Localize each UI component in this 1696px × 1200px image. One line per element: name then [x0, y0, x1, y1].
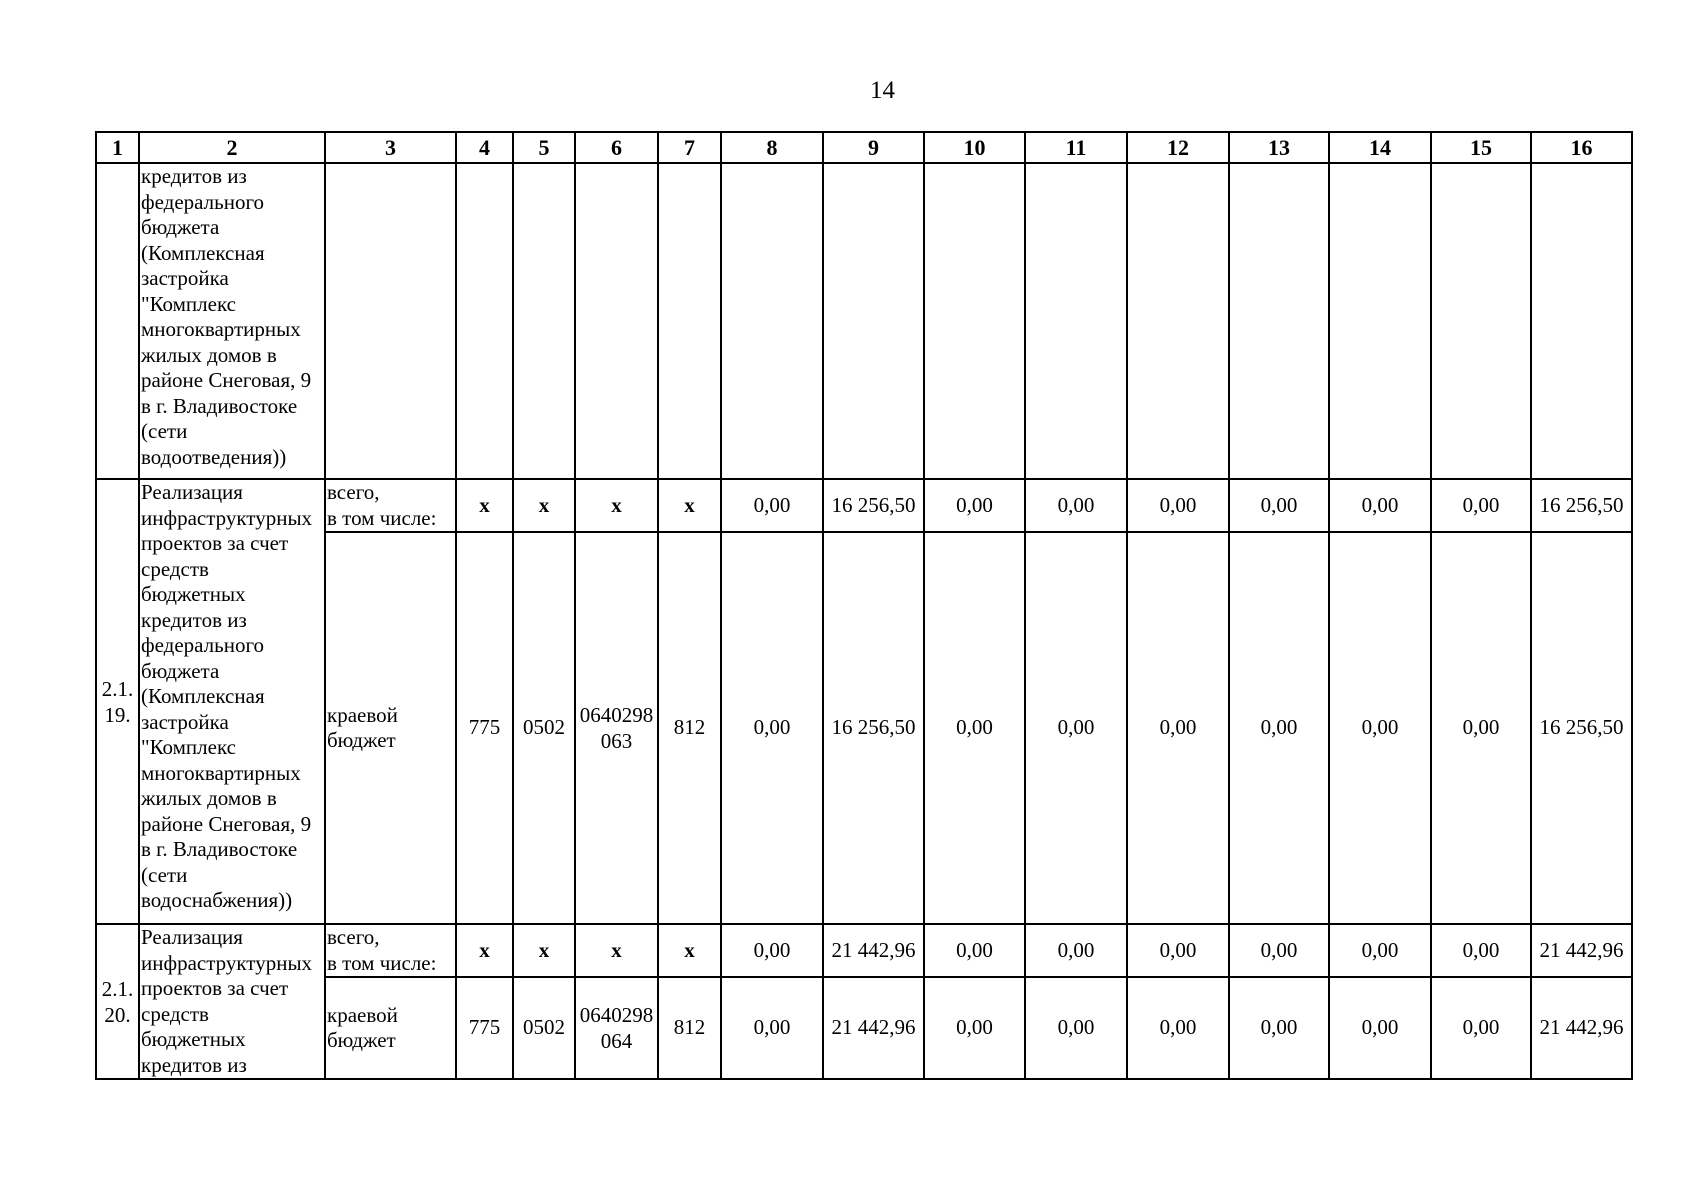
value-cell: 21 442,96: [1531, 977, 1632, 1079]
value-cell: 0,00: [1127, 924, 1229, 977]
column-header: 15: [1431, 132, 1531, 163]
budget-table: [95, 131, 1633, 1080]
value-cell: 16 256,50: [823, 479, 924, 532]
value-cell: 0,00: [1025, 479, 1127, 532]
value-cell: 0,00: [1025, 977, 1127, 1079]
value-cell: 0,00: [924, 532, 1025, 924]
code-cell: x: [456, 479, 513, 532]
column-header: 10: [924, 132, 1025, 163]
column-header: 1: [96, 132, 139, 163]
empty-cell: [1431, 163, 1531, 479]
table-row-total: [96, 924, 1632, 977]
measure-name-cell: Реализация инфраструктурных проектов за счет средств бюджетных кредитов из федерального бюджета (Комплексная застройка "Комплекс многоквартирных жилых домов в районе Снеговая, 9 в г. Владивостоке (сети водоснабжения)): [139, 479, 325, 924]
value-cell: 0,00: [721, 532, 823, 924]
empty-cell: [575, 163, 658, 479]
column-header: 6: [575, 132, 658, 163]
funding-source-cell: всего, в том числе:: [325, 479, 456, 532]
table-row-continuation: [96, 163, 1632, 479]
table-row-regional-budget: [96, 977, 1632, 1079]
column-header: 14: [1329, 132, 1431, 163]
empty-cell: [658, 163, 721, 479]
code-cell: 812: [658, 532, 721, 924]
funding-source-cell: краевой бюджет: [325, 977, 456, 1079]
table-row-regional-budget: [96, 532, 1632, 924]
code-cell: x: [658, 479, 721, 532]
value-cell: 0,00: [1127, 977, 1229, 1079]
code-cell: 0502: [513, 977, 575, 1079]
column-header: 2: [139, 132, 325, 163]
value-cell: 16 256,50: [823, 532, 924, 924]
code-cell: 775: [456, 532, 513, 924]
table-header-row: [96, 132, 1632, 163]
item-index-cell: 2.1. 20.: [96, 924, 139, 1079]
column-header: 16: [1531, 132, 1632, 163]
code-cell: x: [456, 924, 513, 977]
value-cell: 16 256,50: [1531, 532, 1632, 924]
column-header: 12: [1127, 132, 1229, 163]
empty-cell: [1229, 163, 1329, 479]
value-cell: 0,00: [1431, 532, 1531, 924]
value-cell: 0,00: [1329, 479, 1431, 532]
column-header: 13: [1229, 132, 1329, 163]
column-header: 8: [721, 132, 823, 163]
value-cell: 16 256,50: [1531, 479, 1632, 532]
page-number: 14: [870, 77, 895, 104]
column-header: 4: [456, 132, 513, 163]
value-cell: 0,00: [721, 977, 823, 1079]
column-header: 11: [1025, 132, 1127, 163]
code-cell: x: [513, 924, 575, 977]
column-header: 9: [823, 132, 924, 163]
code-cell: 0502: [513, 532, 575, 924]
measure-name-cell: кредитов из федерального бюджета (Комплексная застройка "Комплекс многоквартирных жилых домов в районе Снеговая, 9 в г. Владивостоке (сети водоотведения)): [139, 163, 325, 479]
value-cell: 0,00: [1127, 532, 1229, 924]
empty-cell: [456, 163, 513, 479]
value-cell: 0,00: [1329, 977, 1431, 1079]
value-cell: 0,00: [1229, 532, 1329, 924]
value-cell: 0,00: [1025, 532, 1127, 924]
value-cell: 0,00: [1229, 977, 1329, 1079]
empty-cell: [1127, 163, 1229, 479]
value-cell: 0,00: [1229, 479, 1329, 532]
value-cell: 21 442,96: [1531, 924, 1632, 977]
empty-cell: [1025, 163, 1127, 479]
empty-cell: [823, 163, 924, 479]
value-cell: 0,00: [1431, 479, 1531, 532]
column-header: 3: [325, 132, 456, 163]
code-cell: 812: [658, 977, 721, 1079]
code-cell: x: [513, 479, 575, 532]
value-cell: 0,00: [1025, 924, 1127, 977]
value-cell: 0,00: [1329, 532, 1431, 924]
value-cell: 0,00: [924, 924, 1025, 977]
code-cell: x: [575, 479, 658, 532]
column-header: 7: [658, 132, 721, 163]
code-cell: x: [658, 924, 721, 977]
empty-cell: [96, 163, 139, 479]
code-cell: x: [575, 924, 658, 977]
value-cell: 21 442,96: [823, 924, 924, 977]
value-cell: 0,00: [721, 924, 823, 977]
empty-cell: [325, 163, 456, 479]
empty-cell: [1329, 163, 1431, 479]
code-cell: 775: [456, 977, 513, 1079]
value-cell: 0,00: [1127, 479, 1229, 532]
value-cell: 21 442,96: [823, 977, 924, 1079]
value-cell: 0,00: [721, 479, 823, 532]
code-cell: 0640298 063: [575, 532, 658, 924]
value-cell: 0,00: [1329, 924, 1431, 977]
value-cell: 0,00: [1431, 924, 1531, 977]
code-cell: 0640298 064: [575, 977, 658, 1079]
funding-source-cell: краевой бюджет: [325, 532, 456, 924]
empty-cell: [721, 163, 823, 479]
empty-cell: [513, 163, 575, 479]
value-cell: 0,00: [1229, 924, 1329, 977]
value-cell: 0,00: [924, 977, 1025, 1079]
value-cell: 0,00: [1431, 977, 1531, 1079]
funding-source-cell: всего, в том числе:: [325, 924, 456, 977]
empty-cell: [924, 163, 1025, 479]
measure-name-cell: Реализация инфраструктурных проектов за счет средств бюджетных кредитов из: [139, 924, 325, 1079]
column-header: 5: [513, 132, 575, 163]
table-row-total: [96, 479, 1632, 532]
value-cell: 0,00: [924, 479, 1025, 532]
item-index-cell: 2.1. 19.: [96, 479, 139, 924]
empty-cell: [1531, 163, 1632, 479]
